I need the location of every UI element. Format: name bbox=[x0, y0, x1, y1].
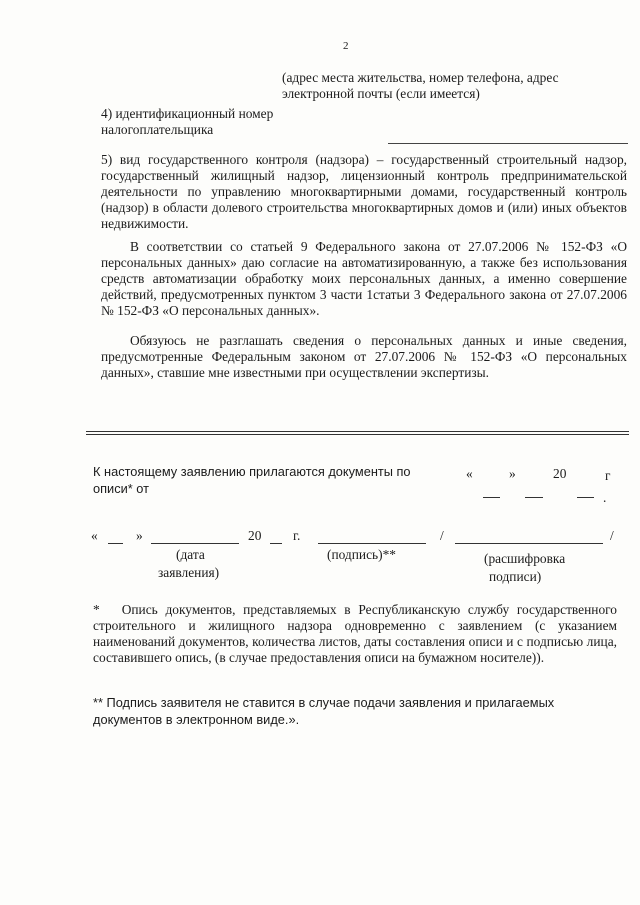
attachments-statement: К настоящему заявлению прилагаются документы по описи* от bbox=[93, 464, 411, 496]
page-number: 2 bbox=[343, 40, 349, 52]
inn-fill-line bbox=[388, 143, 628, 144]
signature-blank bbox=[318, 543, 426, 544]
date-label-line2: заявления) bbox=[158, 565, 220, 580]
footnote-signature: ** Подпись заявителя не ставится в случае подачи заявления и прилагаемых документов в электронном виде.». bbox=[93, 695, 555, 727]
sig-slash-right: / bbox=[610, 528, 614, 543]
sig-quote-close: » bbox=[136, 528, 143, 543]
sig-slash-left: / bbox=[440, 528, 444, 543]
sig-month-blank bbox=[151, 543, 239, 544]
attach-year-suffix: г bbox=[605, 468, 611, 483]
attach-year-blank bbox=[577, 497, 594, 498]
attach-day-blank bbox=[483, 497, 500, 498]
attach-year-prefix: 20 bbox=[553, 466, 567, 481]
sig-year-suffix: г. bbox=[293, 528, 301, 543]
footnote-inventory bbox=[93, 602, 617, 666]
attach-dot: . bbox=[603, 490, 607, 505]
transcript-blank bbox=[455, 543, 603, 544]
attach-month-blank bbox=[525, 497, 543, 498]
footnote-inventory-text: Опись документов, представляемых в Республиканскую службу государственного строительного и жилищного надзора одновременно с заявлением (с указанием наименований документов, количества листов, даты составления описи и с подписью лица, составившего опись, (в случае предоставления описи на бумажном носителе)). bbox=[93, 602, 617, 665]
sig-day-blank bbox=[108, 543, 123, 544]
attach-quote-close: » bbox=[509, 466, 516, 481]
signature-label: (подпись)** bbox=[327, 547, 396, 562]
sig-year-prefix: 20 bbox=[248, 528, 262, 543]
date-label-line1: (дата bbox=[176, 547, 205, 562]
obligation-paragraph: Обязуюсь не разглашать сведения о персональных данных и иные сведения, предусмотренные Федеральным законом от 27.07.2006 № 152-ФЗ «О персональных данных», ставшие мне известными при осуществлении экспертизы. bbox=[101, 333, 627, 380]
attach-quote-open: « bbox=[466, 466, 473, 481]
transcript-label-line2: подписи) bbox=[489, 569, 542, 584]
consent-paragraph: В соответствии со статьей 9 Федерального закона от 27.07.2006 № 152-ФЗ «О персональных данных» даю согласие на автоматизированную, а также без использования средств автоматизации обработку моих персональных данных, а именно совершение действий, предусмотренных пунктом 3 части 1статьи 3 Федерального закона от 27.07.2006 № 152-ФЗ «О персональных данных». bbox=[101, 239, 627, 318]
inn-label: 4) идентификационный номер налогоплательщика bbox=[101, 106, 274, 137]
address-note: (адрес места жительства, номер телефона, адрес электронной почты (если имеется) bbox=[282, 70, 559, 101]
separator-line bbox=[86, 434, 629, 435]
transcript-label-line1: (расшифровка bbox=[484, 551, 566, 566]
sig-quote-open: « bbox=[91, 528, 98, 543]
separator-line bbox=[86, 431, 629, 432]
sig-year-blank bbox=[270, 543, 282, 544]
footnote-marker: * bbox=[93, 602, 100, 617]
control-type-paragraph: 5) вид государственного контроля (надзора) – государственный строительный надзор, государственный жилищный надзор, лицензионный контроль предпринимательской деятельности по управлению многоквартирными домами, государственный контроль (надзор) в области долевого строительства многоквартирных домов и (или) иных объектов недвижимости. bbox=[101, 152, 627, 231]
